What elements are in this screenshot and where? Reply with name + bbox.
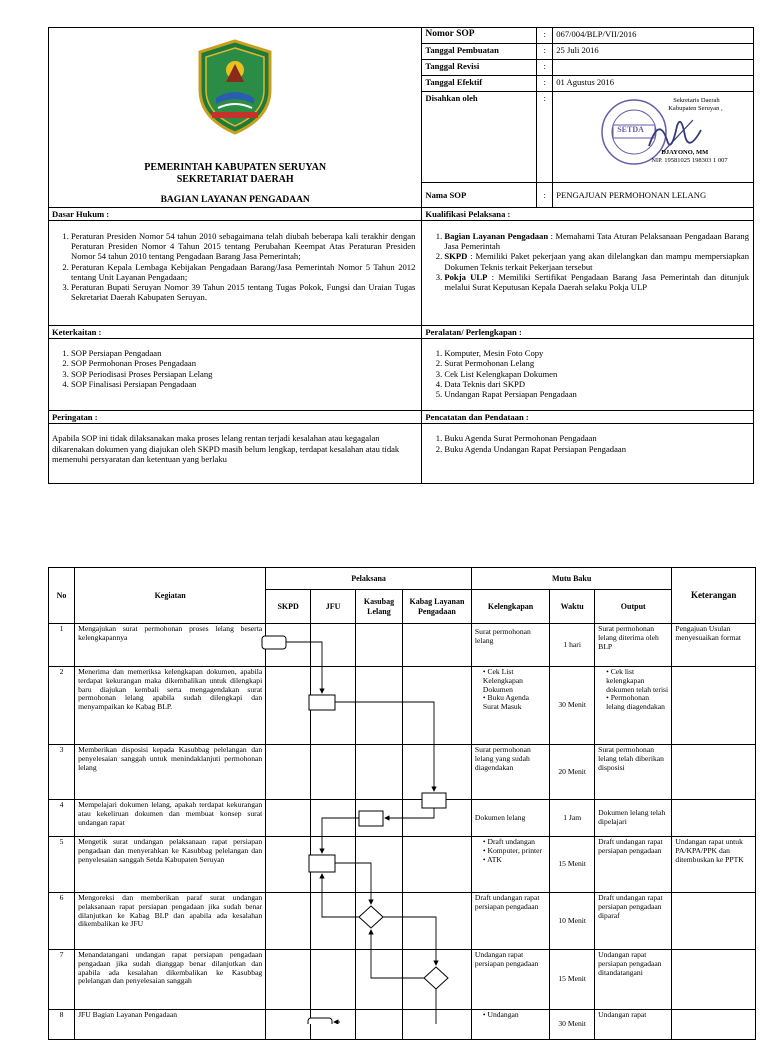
header-block [49,28,422,208]
table-row [49,893,756,950]
regency-emblem-icon [196,38,274,136]
kualifikasi-list [422,221,754,326]
buat-label: Tanggal Pembuatan [422,44,537,60]
table-row [49,667,756,745]
col-keterangan: Keterangan [672,568,756,624]
dasar-items [49,231,415,302]
row-output: Dokumen lelang telah dipelajari [595,800,672,837]
row-kegiatan: Mengoreksi dan memberikan paraf surat undangan pelaksanaan rapat persiapan pengadaan jika sudah benar dilanjutkan ke Kabag BLP dan apabila ada kesalahan dikembalikan ke JFU [75,893,266,950]
col-kegiatan: Kegiatan [75,568,266,624]
list-item: • Komputer, printer [483,847,546,856]
stamp-line2: Kabupaten Seruyan , [668,105,723,113]
peringatan-title: Peringatan : [49,411,422,424]
row-waktu: 1 hari [550,624,595,667]
row-kegiatan: Menandatangani undangan rapat persiapan pengadaan pengadaan jika sudah dianggap benar dilanjutkan dan apabila ada kesalahan dikembalikan ke Kasubbag pelelangan dan penyelesaian sanggah [75,950,266,1010]
table-row [49,745,756,800]
row-no: 3 [49,745,75,800]
row-keterangan [672,800,756,837]
row-keterangan [672,950,756,1010]
col-waktu: Waktu [550,590,595,624]
keterkaitan-item: 2. SOP Permohonan Proses Pengadaan [71,358,421,368]
row-no: 5 [49,837,75,893]
approval-stamp [553,92,754,182]
pencatatan-title: Pencatatan dan Pendataan : [422,411,754,424]
col-kelengkapan: Kelengkapan [471,590,549,624]
col-skpd: SKPD [266,590,311,624]
procedure-flow-table [48,567,756,1040]
row-keterangan [672,893,756,950]
peralatan-item: 4. Data Teknis dari SKPD [444,379,753,389]
row-kegiatan: Mempelajari dokumen lelang, apakah terdapat kekurangan atau kekeliruan dokumen dan membuat konsep surat undangan rapat [75,800,266,837]
signer-name: DJAYONO, MM [661,149,709,157]
list-item: • Buku Agenda Surat Masuk [483,694,546,712]
row-kegiatan: Mengetik surat undangan pelaksanaan rapat persiapan pengadaan dan menyerahkan ke Kasubbag pelelangan dan penyelesaian sanggah Setda Kabupaten Seruyan [75,837,266,893]
seal-text: SETDA [617,125,644,135]
secretariat-name: SEKRETARIAT DAERAH [176,173,294,185]
table-row [49,800,756,837]
dasar-item: 1. Peraturan Presiden Nomor 54 tahun 2010 sebagaimana telah diubah beberapa kali terakhir dengan Peraturan Presiden Nomor 4 Tahun 2015 tentang Perubahan Keempat Atas Peraturan Presiden Nomor 54 tahun 2010 tentang Pengadaan Barang Jasa Pemerintah; [71,231,415,261]
row-no: 8 [49,1010,75,1040]
revisi-label: Tanggal Revisi [422,60,537,76]
list-item: • Permohonan lelang diagendakan [606,694,668,712]
row-waktu: 30 Menit [550,1010,595,1040]
row-output: Surat permohonan lelang diterima oleh BLP [595,624,672,667]
row-kegiatan: Menerima dan memeriksa kelengkapan dokumen, apabila terdapat kekurangan maka dikembalikan untuk dilengkapi baru diajukan kembali serta mengagendakan surat permohonan lelang apabila sudah dilengkapi dan menyampaikan ke Kabag BLP. [75,667,266,745]
peralatan-item: 3. Cek List Kelengkapan Dokumen [444,369,753,379]
row-waktu: 30 Menit [550,667,595,745]
colon: : [537,182,553,207]
nomor-label: Nomor SOP [422,28,537,44]
kelengkapan-list [475,838,546,864]
row-output: Surat permohonan lelang telah diberikan disposisi [595,745,672,800]
row-output: Undangan rapat [595,1010,672,1040]
row-kegiatan: Memberikan disposisi kepada Kasubbag pelelangan dan penyelesaian sanggah untuk menindaklanjuti permohonan lelang [75,745,266,800]
row-output: Draft undangan rapat persiapan pengadaan diparaf [595,893,672,950]
row-waktu: 1 Jam [550,800,595,837]
colon: : [537,76,553,92]
unit-name: BAGIAN LAYANAN PENGADAAN [160,194,310,205]
table-row [49,950,756,1010]
colon: : [537,92,553,182]
peralatan-item: 2. Surat Permohonan Lelang [444,358,753,368]
kelengkapan-list [475,668,546,712]
row-waktu: 10 Menit [550,893,595,950]
row-kelengkapan [471,1010,549,1040]
row-kelengkapan: Dokumen lelang [471,800,549,837]
keterkaitan-title: Keterkaitan : [49,326,422,339]
keterkaitan-item: 1. SOP Persiapan Pengadaan [71,348,421,358]
peringatan-text: Apabila SOP ini tidak dilaksanakan maka proses lelang rentan terjadi kesalahan atau kegagalan dikarenakan dokumen yang diajukan oleh SKPD masih belum lengkap, terdapat kesalahan atau tidak memenuhi persyaratan dan ketentuan yang berlaku [49,424,422,484]
peralatan-title: Peralatan/ Perlengkapan : [422,326,754,339]
sah-label: Disahkan oleh [422,92,537,182]
row-no: 6 [49,893,75,950]
list-item: • Draft undangan [483,838,546,847]
row-kelengkapan: Surat permohonan lelang [471,624,549,667]
col-pelaksana: Pelaksana [266,568,472,590]
row-output: Undangan rapat persiapan pengadaan ditandatangani [595,950,672,1010]
table-row [49,624,756,667]
row-kelengkapan [471,667,549,745]
row-kegiatan: Mengajukan surat permohonan proses lelang beserta kelengkapannya [75,624,266,667]
col-kasubbag: Kasubag Lelang [355,590,402,624]
gov-name: PEMERINTAH KABUPATEN SERUYAN [144,162,327,174]
row-keterangan: Undangan rapat untuk PA/KPA/PPK dan ditembuskan ke PPTK [672,837,756,893]
col-jfu: JFU [311,590,356,624]
col-no: No [49,568,75,624]
nomor-value: 067/004/BLP/VII/2016 [553,28,754,44]
row-kelengkapan [471,837,549,893]
keterkaitan-list [49,339,422,411]
peralatan-item: 5. Undangan Rapat Persiapan Pengadaan [444,389,753,399]
efektif-label: Tanggal Efektif [422,76,537,92]
row-kegiatan: JFU Bagian Layanan Pengadaan [75,1010,266,1040]
output-list [598,668,668,712]
keterkaitan-items [49,348,421,389]
dasar-item: 2. Peraturan Kepala Lembaga Kebijakan Pengadaan Barang/Jasa Pemerintah Nomor 5 Tahun 2012 tentang Unit Layanan Pengadaan; [71,262,415,282]
pencatatan-item: 1. Buku Agenda Surat Permohonan Pengadaan [444,433,753,443]
colon: : [537,60,553,76]
list-item: • Cek list kelengkapan dokumen telah terisi [606,668,668,694]
buat-value: 25 Juli 2016 [553,44,754,60]
pencatatan-item: 2. Buku Agenda Undangan Rapat Persiapan Pengadaan [444,444,753,454]
signer-nip: NIP. 19581025 198303 1 007 [651,157,728,165]
list-item: • Cek List Kelengkapan Dokumen [483,668,546,694]
kualifikasi-title: Kualifikasi Pelaksana : [422,207,754,220]
pencatatan-list [422,424,754,484]
row-keterangan [672,1010,756,1040]
row-no: 7 [49,950,75,1010]
row-no: 1 [49,624,75,667]
kualifikasi-item: 2. SKPD : Memiliki Paket pekerjaan yang akan dilelangkan dan mampu mempersiapkan Dokumen Teknis terkait Pekerjaan tersebut [444,251,749,271]
col-output: Output [595,590,672,624]
dasar-item: 3. Peraturan Bupati Seruyan Nomor 39 Tahun 2015 tentang Tugas Pokok, Fungsi dan Uraian Tugas Sekretariat Daerah Kabupaten Seruyan. [71,282,415,302]
row-no: 2 [49,667,75,745]
row-kelengkapan: Surat permohonan lelang yang sudah diagendakan [471,745,549,800]
peralatan-item: 1. Komputer, Mesin Foto Copy [444,348,753,358]
row-output: Draft undangan rapat persiapan pengadaan [595,837,672,893]
row-waktu: 15 Menit [550,950,595,1010]
col-kabag: Kabag Layanan Pengadaan [402,590,471,624]
dasar-list [49,221,422,326]
keterkaitan-item: 4. SOP Finalisasi Persiapan Pengadaan [71,379,421,389]
peralatan-items [422,348,753,399]
nama-label: Nama SOP [422,182,537,207]
table-row [49,1010,756,1040]
colon: : [537,44,553,60]
peralatan-list [422,339,754,411]
row-keterangan [672,667,756,745]
row-output [595,667,672,745]
nama-value: PENGAJUAN PERMOHONAN LELANG [553,182,754,207]
sop-identity-table [48,27,754,484]
dasar-title: Dasar Hukum : [49,207,422,220]
row-waktu: 20 Menit [550,745,595,800]
row-no: 4 [49,800,75,837]
col-mutu: Mutu Baku [471,568,671,590]
kelengkapan-list [475,1011,546,1020]
kualifikasi-item: 3. Pokja ULP : Memiliki Sertifikat Pengadaan Barang Jasa Pemerintah dan ditunjuk melalui Surat Keputusan Kepala Daerah selaku Pokja ULP [444,272,749,292]
stamp-line1: Sekretaris Daerah [673,97,720,105]
row-waktu: 15 Menit [550,837,595,893]
list-item: • ATK [483,856,546,865]
kualifikasi-item: 1. Bagian Layanan Pengadaan : Memahami Tata Aturan Pelaksanaan Pengadaan Barang Jasa Pemerintah [444,231,749,251]
kualifikasi-items [422,231,749,292]
revisi-value [553,60,754,76]
row-kelengkapan: Draft undangan rapat persiapan pengadaan [471,893,549,950]
colon: : [537,28,553,44]
pencatatan-items [422,433,753,453]
efektif-value: 01 Agustus 2016 [553,76,754,92]
table-row [49,837,756,893]
keterkaitan-item: 3. SOP Periodisasi Proses Persiapan Lelang [71,369,421,379]
row-kelengkapan: Undangan rapat persiapan pengadaan [471,950,549,1010]
row-keterangan: Pengajuan Usulan menyesuaikan format [672,624,756,667]
row-keterangan [672,745,756,800]
list-item: • Undangan [483,1011,546,1020]
